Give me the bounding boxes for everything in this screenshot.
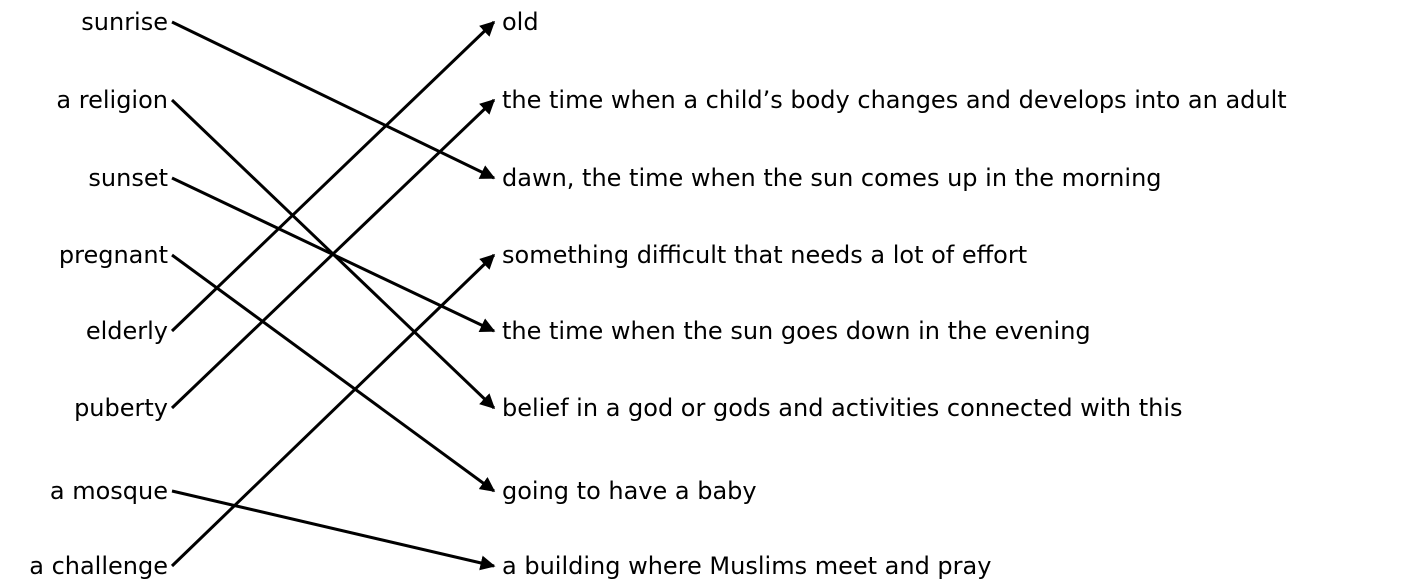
- definition-pregnant: going to have a baby: [502, 477, 757, 505]
- term-elderly: elderly: [85, 317, 168, 345]
- connector-2-4: [172, 178, 494, 331]
- connector-7-3: [172, 255, 494, 566]
- definition-religion: belief in a god or gods and activities connected with this: [502, 394, 1183, 422]
- connector-0-2: [172, 22, 494, 178]
- definition-old: old: [502, 8, 539, 36]
- term-a-challenge: a challenge: [29, 552, 168, 580]
- term-a-mosque: a mosque: [49, 477, 168, 505]
- term-sunrise: sunrise: [81, 8, 168, 36]
- connector-4-0: [172, 22, 494, 331]
- term-sunset: sunset: [88, 164, 168, 192]
- definition-sunrise: dawn, the time when the sun comes up in the morning: [502, 164, 1162, 192]
- connector-3-6: [172, 255, 494, 491]
- definition-puberty: the time when a child’s body changes and develops into an adult: [502, 86, 1287, 114]
- connector-1-5: [172, 100, 494, 408]
- connector-6-7: [172, 491, 494, 566]
- definition-mosque: a building where Muslims meet and pray: [502, 552, 992, 580]
- term-a-religion: a religion: [56, 86, 168, 114]
- connector-5-1: [172, 100, 494, 408]
- definition-sunset: the time when the sun goes down in the evening: [502, 317, 1091, 345]
- term-puberty: puberty: [74, 394, 168, 422]
- term-pregnant: pregnant: [58, 241, 168, 269]
- definition-challenge: something difficult that needs a lot of effort: [502, 241, 1028, 269]
